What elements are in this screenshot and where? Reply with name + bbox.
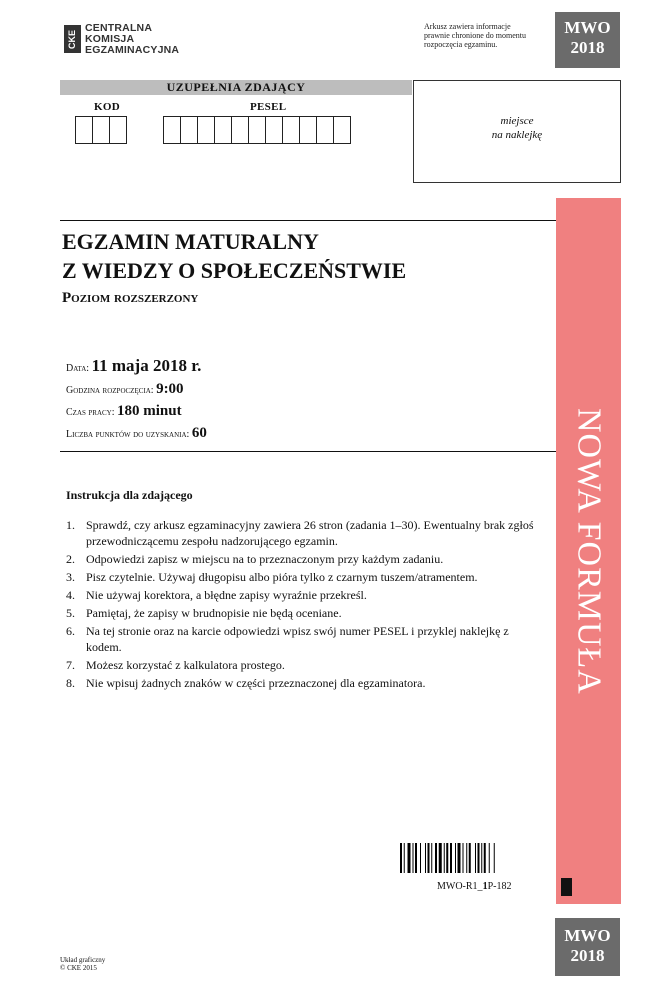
sticker-placeholder: [413, 80, 621, 183]
detail-value: 180 minut: [117, 403, 182, 419]
instruction-item: 1. Sprawdź, czy arkusz egzaminacyjny zawiera 26 stron (zadania 1–30). Ewentualny brak zgłoś przewodniczącemu zespołu nadzorującego egzamin.: [66, 518, 534, 548]
instruction-item: 2. Odpowiedzi zapisz w miejscu na to przeznaczonym przy każdym zadaniu.: [66, 552, 444, 566]
detail-label: Data:: [66, 363, 90, 374]
exam-level: Poziom rozszerzony: [62, 290, 199, 306]
exam-date: [66, 356, 201, 376]
logo-text: [85, 23, 179, 56]
exam-code-box-bottom: [555, 918, 620, 976]
marker-square: [561, 878, 572, 896]
barcode-bar: [400, 843, 402, 873]
cke-logo-icon: CKE: [64, 25, 81, 53]
pesel-cell[interactable]: [248, 116, 266, 144]
exam-code: MWO: [564, 926, 611, 945]
barcode-bar: [431, 843, 432, 873]
detail-value: 60: [191, 425, 207, 441]
band-text: NOWA FORMUŁA: [570, 407, 608, 695]
identity-header: UZUPEŁNIA ZDAJĄCY: [60, 80, 412, 95]
divider: [60, 451, 556, 452]
confidentiality-note: [424, 22, 556, 49]
layout-note: Układ graficzny © CKE 2015: [60, 956, 106, 972]
pesel-cell[interactable]: [299, 116, 317, 144]
detail-value: 11 maja 2018 r.: [91, 356, 202, 375]
barcode-bar: [446, 843, 448, 873]
sticker-text: miejsce: [500, 115, 534, 127]
detail-label: Godzina rozpoczęcia:: [66, 385, 154, 396]
detail-value: 9:00: [156, 381, 184, 397]
barcode-bar: [489, 843, 490, 873]
pesel-cell[interactable]: [197, 116, 215, 144]
work-time: [66, 403, 182, 420]
exam-code: MWO: [564, 18, 611, 37]
pesel-cell[interactable]: [231, 116, 249, 144]
barcode-bar: [466, 843, 467, 873]
kod-label: KOD: [94, 101, 120, 113]
barcode-bar: [444, 843, 445, 873]
exam-year: 2018: [570, 38, 605, 57]
barcode-bar: [478, 843, 480, 873]
exam-code-box-top: [555, 12, 620, 68]
pesel-cell[interactable]: [316, 116, 334, 144]
barcode-icon: [400, 843, 526, 873]
note-line: rozpoczęcia egzaminu.: [424, 40, 498, 49]
exam-title: EGZAMIN MATURALNY: [62, 229, 319, 254]
instruction-item: 6. Na tej stronie oraz na karcie odpowiedzi wpisz swój numer PESEL i przyklej naklejkę z kodem.: [66, 624, 509, 654]
instruction-item: 7. Możesz korzystać z kalkulatora prostego.: [66, 658, 285, 672]
pesel-cell[interactable]: [265, 116, 283, 144]
note-line: Arkusz zawiera informacje: [424, 22, 511, 31]
pesel-cell[interactable]: [180, 116, 198, 144]
max-points: [66, 425, 207, 442]
barcode-bar: [415, 843, 417, 873]
barcode-bar: [439, 843, 442, 873]
kod-cell[interactable]: [75, 116, 93, 144]
barcode-bar: [425, 843, 426, 873]
exam-year: 2018: [570, 946, 605, 965]
instructions-title: Instrukcja dla zdającego: [66, 488, 193, 502]
barcode-bar: [435, 843, 437, 873]
barcode-bar: [494, 843, 495, 873]
cke-logo: [64, 22, 204, 62]
new-formula-band: [556, 198, 621, 904]
barcode-bar: [481, 843, 482, 873]
instruction-item: 3. Pisz czytelnie. Używaj długopisu albo pióra tylko z czarnym tuszem/atramentem.: [66, 570, 478, 584]
barcode-bar: [420, 843, 421, 873]
kod-cell[interactable]: [109, 116, 127, 144]
pesel-cell[interactable]: [163, 116, 181, 144]
detail-label: Czas pracy:: [66, 407, 115, 418]
exam-subject: Z WIEDZY O SPOŁECZEŃSTWIE: [62, 258, 407, 283]
divider: [60, 220, 556, 221]
instruction-item: 4. Nie używaj korektora, a błędne zapisy wyraźnie przekreśl.: [66, 588, 367, 602]
logo-line: KOMISJA: [85, 33, 135, 45]
instruction-item: 5. Pamiętaj, że zapisy w brudnopisie nie będą oceniane.: [66, 606, 342, 620]
logo-line: EGZAMINACYJNA: [85, 44, 180, 56]
logo-line: CENTRALNA: [85, 22, 153, 34]
barcode-bar: [463, 843, 464, 873]
sheet-code: MWO-R1_1P-182: [437, 881, 512, 892]
barcode-bar: [475, 843, 476, 873]
pesel-cell[interactable]: [333, 116, 351, 144]
sticker-text: na naklejkę: [491, 129, 543, 141]
instruction-item: 8. Nie wpisuj żadnych znaków w części przeznaczonej dla egzaminatora.: [66, 676, 426, 690]
barcode-bar: [413, 843, 414, 873]
barcode-bar: [458, 843, 461, 873]
barcode-bar: [450, 843, 452, 873]
barcode-bar: [469, 843, 471, 873]
pesel-cell[interactable]: [282, 116, 300, 144]
barcode-bar: [404, 843, 405, 873]
detail-label: Liczba punktów do uzyskania:: [66, 429, 190, 440]
start-time: [66, 381, 184, 398]
barcode-bar: [484, 843, 486, 873]
pesel-cell[interactable]: [214, 116, 232, 144]
barcode-bar: [455, 843, 456, 873]
barcode-bar: [408, 843, 411, 873]
pesel-label: PESEL: [250, 101, 287, 113]
note-line: prawnie chronione do momentu: [424, 31, 526, 40]
instructions-list: [66, 517, 536, 693]
kod-cell[interactable]: [92, 116, 110, 144]
barcode-bar: [428, 843, 430, 873]
